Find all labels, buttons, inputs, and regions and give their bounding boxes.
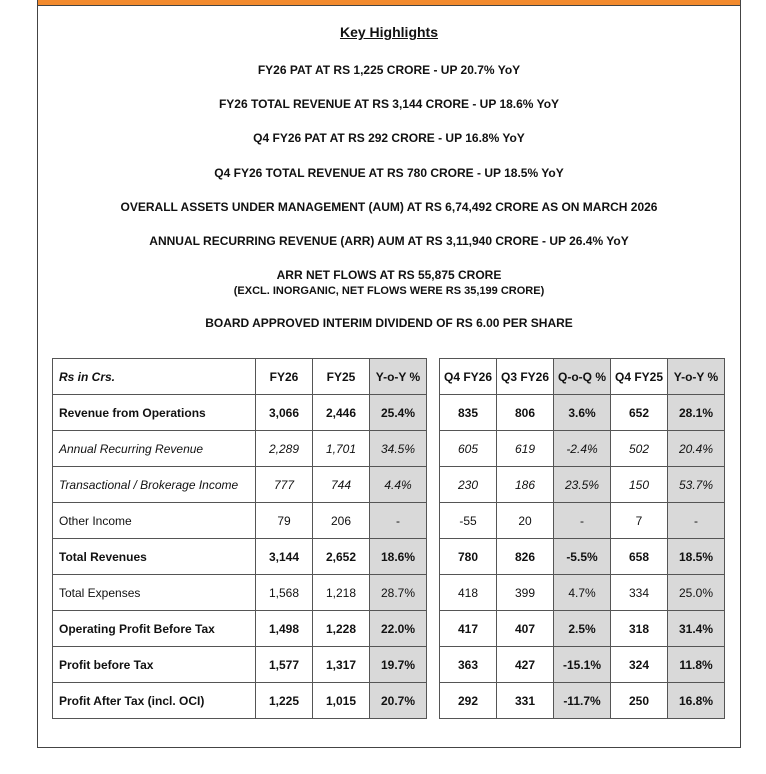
table-row [53, 395, 725, 431]
cell-yoy-quarter: 20.4% [668, 431, 725, 467]
cell-q4fy25: 652 [611, 395, 668, 431]
cell-yoy-quarter: 28.1% [668, 395, 725, 431]
highlight-q4-revenue: Q4 FY26 TOTAL REVENUE AT RS 780 CRORE - UP 18.5% YoY [214, 166, 564, 180]
row-label: Operating Profit Before Tax [53, 611, 256, 647]
table-header-row [53, 359, 725, 395]
header-qoq: Q-o-Q % [554, 359, 611, 395]
cell-q3fy26: 20 [497, 503, 554, 539]
cell-q4fy25: 7 [611, 503, 668, 539]
cell-q3fy26: 331 [497, 683, 554, 719]
row-label: Profit before Tax [53, 647, 256, 683]
cell-q4fy26: 835 [440, 395, 497, 431]
cell-yoy-annual: 22.0% [370, 611, 427, 647]
cell-fy26: 79 [256, 503, 313, 539]
cell-fy26: 3,144 [256, 539, 313, 575]
cell-qoq: -11.7% [554, 683, 611, 719]
cell-q4fy25: 324 [611, 647, 668, 683]
header-q3fy26: Q3 FY26 [497, 359, 554, 395]
table-row [53, 431, 725, 467]
table-row [53, 611, 725, 647]
cell-q4fy26: 363 [440, 647, 497, 683]
cell-q3fy26: 619 [497, 431, 554, 467]
highlight-aum: OVERALL ASSETS UNDER MANAGEMENT (AUM) AT RS 6,74,492 CRORE AS ON MARCH 2026 [120, 200, 658, 214]
table-row [53, 575, 725, 611]
cell-fy26: 1,225 [256, 683, 313, 719]
highlight-fy26-revenue: FY26 TOTAL REVENUE AT RS 3,144 CRORE - UP 18.6% YoY [218, 97, 560, 111]
cell-fy25: 206 [313, 503, 370, 539]
cell-q3fy26: 806 [497, 395, 554, 431]
cell-yoy-quarter: 11.8% [668, 647, 725, 683]
cell-qoq: - [554, 503, 611, 539]
cell-q3fy26: 399 [497, 575, 554, 611]
cell-qoq: 23.5% [554, 467, 611, 503]
table-row [53, 503, 725, 539]
cell-fy25: 1,228 [313, 611, 370, 647]
cell-q3fy26: 427 [497, 647, 554, 683]
column-gap [427, 575, 440, 611]
frame-right-border [740, 0, 741, 748]
cell-fy25: 2,446 [313, 395, 370, 431]
frame-top-border [37, 5, 741, 6]
column-gap [427, 359, 440, 395]
cell-q3fy26: 826 [497, 539, 554, 575]
table-row [53, 683, 725, 719]
cell-yoy-annual: 25.4% [370, 395, 427, 431]
financial-results-table [52, 358, 725, 719]
frame-bottom-border [37, 747, 741, 748]
header-units: Rs in Crs. [53, 359, 256, 395]
header-q4fy26: Q4 FY26 [440, 359, 497, 395]
column-gap [427, 467, 440, 503]
key-highlights-title: Key Highlights [339, 24, 438, 40]
highlight-net-flows-note: (EXCL. INORGANIC, NET FLOWS WERE RS 35,199 CRORE) [233, 285, 545, 297]
column-gap [427, 647, 440, 683]
cell-q4fy25: 250 [611, 683, 668, 719]
row-label: Total Expenses [53, 575, 256, 611]
cell-yoy-quarter: 31.4% [668, 611, 725, 647]
row-label: Other Income [53, 503, 256, 539]
cell-yoy-annual: 20.7% [370, 683, 427, 719]
cell-q4fy25: 334 [611, 575, 668, 611]
cell-yoy-quarter: 25.0% [668, 575, 725, 611]
cell-q4fy25: 502 [611, 431, 668, 467]
cell-fy25: 1,701 [313, 431, 370, 467]
cell-q4fy26: 780 [440, 539, 497, 575]
header-fy26: FY26 [256, 359, 313, 395]
highlight-q4-pat: Q4 FY26 PAT AT RS 292 CRORE - UP 16.8% YoY [253, 131, 525, 145]
frame-left-border [37, 0, 38, 748]
header-yoy-annual: Y-o-Y % [370, 359, 427, 395]
table-row [53, 467, 725, 503]
column-gap [427, 395, 440, 431]
cell-fy26: 1,568 [256, 575, 313, 611]
highlight-arr-aum: ANNUAL RECURRING REVENUE (ARR) AUM AT RS 3,11,940 CRORE - UP 26.4% YoY [149, 234, 629, 248]
cell-yoy-annual: 18.6% [370, 539, 427, 575]
cell-qoq: -15.1% [554, 647, 611, 683]
cell-yoy-annual: 28.7% [370, 575, 427, 611]
column-gap [427, 611, 440, 647]
cell-q4fy26: 418 [440, 575, 497, 611]
cell-q4fy26: 230 [440, 467, 497, 503]
cell-yoy-annual: 34.5% [370, 431, 427, 467]
cell-fy25: 1,218 [313, 575, 370, 611]
column-gap [427, 683, 440, 719]
cell-q4fy25: 150 [611, 467, 668, 503]
highlight-arr-net-flows: ARR NET FLOWS AT RS 55,875 CRORE [276, 268, 502, 282]
cell-qoq: 4.7% [554, 575, 611, 611]
cell-q3fy26: 407 [497, 611, 554, 647]
cell-fy25: 744 [313, 467, 370, 503]
cell-fy25: 2,652 [313, 539, 370, 575]
cell-yoy-annual: - [370, 503, 427, 539]
cell-q4fy26: 417 [440, 611, 497, 647]
cell-yoy-quarter: 53.7% [668, 467, 725, 503]
cell-yoy-quarter: 16.8% [668, 683, 725, 719]
column-gap [427, 503, 440, 539]
cell-fy26: 1,577 [256, 647, 313, 683]
cell-q4fy25: 318 [611, 611, 668, 647]
cell-qoq: 3.6% [554, 395, 611, 431]
header-q4fy25: Q4 FY25 [611, 359, 668, 395]
column-gap [427, 431, 440, 467]
header-yoy-quarter: Y-o-Y % [668, 359, 725, 395]
cell-q4fy26: 292 [440, 683, 497, 719]
table-row [53, 647, 725, 683]
row-label: Revenue from Operations [53, 395, 256, 431]
table-row [53, 539, 725, 575]
cell-yoy-quarter: - [668, 503, 725, 539]
cell-q4fy26: -55 [440, 503, 497, 539]
cell-fy26: 1,498 [256, 611, 313, 647]
cell-qoq: 2.5% [554, 611, 611, 647]
cell-fy26: 3,066 [256, 395, 313, 431]
row-label: Annual Recurring Revenue [53, 431, 256, 467]
cell-yoy-annual: 19.7% [370, 647, 427, 683]
highlight-dividend: BOARD APPROVED INTERIM DIVIDEND OF RS 6.00 PER SHARE [205, 316, 573, 330]
cell-qoq: -2.4% [554, 431, 611, 467]
cell-fy25: 1,317 [313, 647, 370, 683]
cell-fy25: 1,015 [313, 683, 370, 719]
highlight-fy26-pat: FY26 PAT AT RS 1,225 CRORE - UP 20.7% YoY [257, 63, 521, 77]
row-label: Profit After Tax (incl. OCI) [53, 683, 256, 719]
cell-yoy-quarter: 18.5% [668, 539, 725, 575]
cell-fy26: 777 [256, 467, 313, 503]
header-fy25: FY25 [313, 359, 370, 395]
column-gap [427, 539, 440, 575]
row-label: Total Revenues [53, 539, 256, 575]
cell-q4fy26: 605 [440, 431, 497, 467]
cell-qoq: -5.5% [554, 539, 611, 575]
cell-q4fy25: 658 [611, 539, 668, 575]
cell-q3fy26: 186 [497, 467, 554, 503]
cell-yoy-annual: 4.4% [370, 467, 427, 503]
row-label: Transactional / Brokerage Income [53, 467, 256, 503]
cell-fy26: 2,289 [256, 431, 313, 467]
